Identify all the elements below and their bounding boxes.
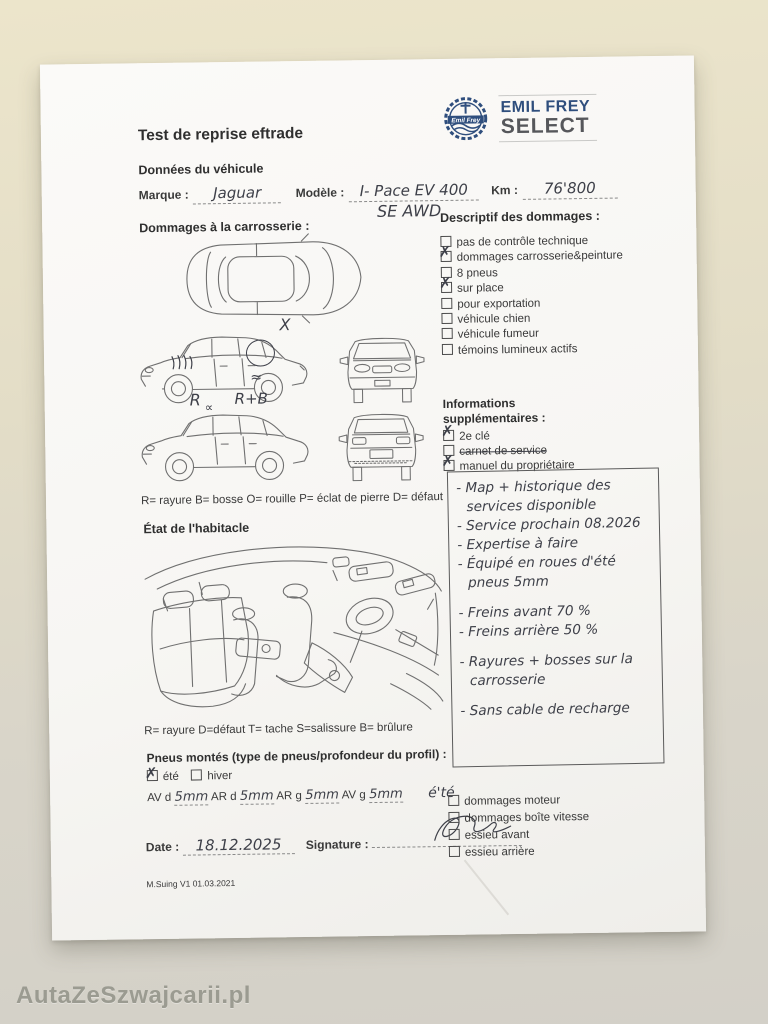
extra-item-0: ✗2e clé [443, 426, 633, 444]
damages-item-1: ✗dommages carrosserie&peinture [441, 248, 631, 266]
km-value: 76'800 [543, 178, 596, 198]
note-line: - Service prochain 08.2026 [456, 514, 641, 535]
damages-checklist [440, 232, 632, 358]
checkbox-icon [443, 460, 454, 471]
km-field [522, 179, 617, 200]
squiggle-mark: ≈ [250, 369, 263, 386]
bottom-item-0: dommages moteur [448, 791, 638, 811]
car-side-view-2-diagram [135, 405, 314, 489]
car-side-view-1 [134, 315, 313, 415]
tire-value-avd: 5mm [174, 789, 209, 805]
damages-item-4: pour exportation [441, 294, 631, 312]
bottom-checklist [448, 791, 639, 862]
tire-value-arg: 5mm [305, 787, 340, 803]
emil-frey-emblem-icon [442, 95, 489, 142]
bottom-item-1: dommages boîte vitesse [448, 808, 638, 828]
interior-diagram [137, 533, 450, 722]
hiver-checkbox-icon [191, 769, 202, 780]
fender-scribble-mark [170, 354, 194, 370]
extra-info-list [443, 426, 634, 474]
brand-line1: EMIL FREY [500, 97, 591, 116]
damages-item-6: véhicule fumeur [442, 325, 632, 343]
tire-field-avd [174, 789, 208, 805]
tire-value-avg: 5mm [369, 786, 403, 803]
extra-item-1: carnet de service [443, 441, 633, 459]
marque-label: Marque : [138, 187, 189, 203]
bottom-item-3: essieu arrière [449, 842, 639, 862]
brand-line2: SELECT [500, 113, 590, 138]
checkbox-icon [448, 795, 459, 806]
marque-value: Jaguar [213, 183, 262, 203]
car-front-view-diagram [334, 329, 431, 410]
checkbox-icon [443, 430, 454, 441]
rb-mark: R+B [234, 389, 269, 408]
r-mark: R [189, 390, 201, 410]
tires-heading: Pneus montés (type de pneus/profondeur du profil) : [146, 746, 447, 766]
checkbox-icon [442, 328, 453, 339]
checkbox-icon [448, 812, 459, 823]
interior-legend: R= rayure D=défaut T= tache S=salissure B= brûlure [144, 721, 413, 738]
date-field [182, 835, 294, 856]
tire-field-arg [305, 788, 339, 804]
date-label: Date : [145, 839, 180, 855]
emil-frey-logo [442, 88, 663, 147]
car-top-view-diagram [170, 230, 371, 328]
x-mark: X [279, 315, 291, 335]
checkbox-icon [441, 313, 452, 324]
body-damage-heading: Dommages à la carrosserie : [139, 218, 310, 236]
damages-item-5: véhicule chien [441, 309, 631, 327]
note-line: - Expertise à faire [457, 535, 579, 554]
interior-heading: État de l'habitacle [143, 520, 250, 537]
damages-heading: Descriptif des dommages : [439, 208, 600, 226]
ete-checkbox-icon [147, 770, 158, 781]
tire-label-ard: AR d [210, 790, 237, 804]
inspection-form-paper [40, 55, 706, 940]
damages-item-7: témoins lumineux actifs [442, 340, 632, 358]
tire-note: é'té [428, 784, 455, 802]
checkbox-icon [449, 846, 460, 857]
tire-measure-row [147, 785, 455, 806]
form-footer: M.Suing V1 01.03.2021 [146, 877, 236, 890]
km-label: Km : [491, 182, 518, 198]
note-line: - Sans cable de recharge [460, 700, 630, 720]
note-line: - Freins arrière 50 % [458, 621, 599, 641]
body-legend: R= rayure B= bosse O= rouille P= éclat de pierre D= défaut [140, 491, 444, 508]
hiver-label: hiver [207, 769, 233, 783]
modele-value-line2: SE AWD [376, 201, 442, 221]
bottom-item-2: essieu avant [449, 825, 639, 845]
tire-field-ard [240, 788, 274, 804]
handwritten-notes-box [447, 467, 665, 767]
modele-field [349, 180, 479, 221]
damages-item-0: pas de contrôle technique [440, 232, 630, 250]
tire-season-row [147, 768, 233, 783]
vehicle-section-heading: Données du véhicule [138, 161, 264, 178]
note-line: - Map + historique des services disponible [456, 477, 611, 516]
damages-item-2: 8 pneus [441, 263, 631, 281]
car-side-view-1-diagram [134, 327, 313, 411]
damages-item-3: ✗sur place [441, 279, 631, 297]
form-title: Test de reprise eftrade [137, 124, 304, 145]
brand-wordmark [498, 93, 596, 141]
note-line: - Freins avant 70 % [458, 602, 592, 622]
date-value: 18.12.2025 [195, 835, 282, 855]
note-line: - Rayures + bosses sur la carrosserie [459, 650, 633, 690]
ete-label: été [162, 770, 179, 783]
tire-field-avg [369, 787, 403, 803]
site-watermark: AutaZeSzwajcarii.pl [16, 982, 251, 1009]
note-line: - Équipé en roues d'été pneus 5mm [457, 553, 616, 592]
emblem-text: Emil Frey [451, 116, 481, 125]
extra-info-heading: Informations supplémentaires : [442, 396, 546, 426]
extra-item-2: ✗manuel du propriétaire [443, 456, 633, 474]
checkbox-icon [441, 251, 452, 262]
car-rear-view-diagram [333, 405, 430, 488]
checkbox-icon [442, 344, 453, 355]
modele-value: I- Pace EV 400 [359, 180, 468, 201]
checkbox-icon [441, 282, 452, 293]
checkbox-icon [441, 297, 452, 308]
alpha-mark: ∝ [204, 400, 214, 415]
tire-value-ard: 5mm [239, 788, 274, 804]
modele-label: Modèle : [295, 185, 345, 201]
tire-label-avd: AV d [147, 791, 172, 805]
signature-label: Signature : [305, 837, 369, 852]
tire-label-arg: AR g [276, 790, 303, 803]
marque-field [193, 183, 281, 204]
tire-label-avg: AV g [341, 789, 366, 802]
checkbox-icon [449, 829, 460, 840]
